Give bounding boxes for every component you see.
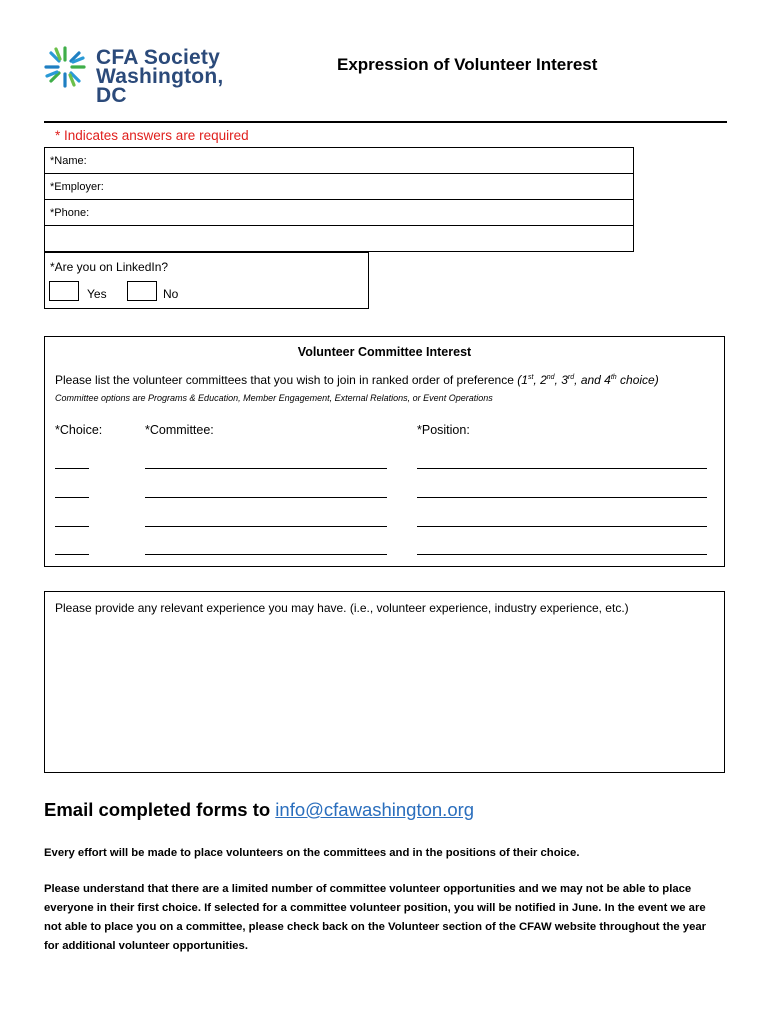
linkedin-no-checkbox[interactable]	[127, 281, 157, 301]
choice-column-header: *Choice:	[55, 423, 103, 437]
linkedin-question: *Are you on LinkedIn?	[50, 260, 169, 274]
committee-instructions: Please list the volunteer committees that you wish to join in ranked order of preference (1st, 2nd, 3rd, and 4th choice)	[55, 373, 659, 387]
logo-line-2: Washington, DC	[96, 65, 224, 107]
placement-note: Every effort will be made to place volunteers on the committees and in the positions of their choice.	[44, 847, 580, 859]
name-field[interactable]	[45, 148, 633, 174]
committee-blank-3[interactable]	[145, 526, 387, 527]
document-title: Expression of Volunteer Interest	[337, 55, 598, 74]
availability-note: Please understand that there are a limited number of committee volunteer opportunities and we may not be able to place everyone in their first choice. If selected for a committee volunteer position, you will be notified in June. In the event we are not able to place you on a committee, please check back on the Volunteer section of the CFAW website throughout the year for additional volunteer opportunities.	[44, 883, 707, 952]
contact-fields	[44, 147, 634, 252]
name-label: *Name:	[50, 155, 87, 167]
choice-blank-2[interactable]	[55, 497, 89, 498]
committee-options-note: Committee options are Programs & Education, Member Engagement, External Relations, or Event Operations	[55, 393, 493, 403]
linkedin-no-label: No	[163, 287, 179, 301]
choice-blank-4[interactable]	[55, 554, 89, 555]
committee-interest-box	[44, 336, 725, 567]
linkedin-yes-checkbox[interactable]	[49, 281, 79, 301]
linkedin-yes-label: Yes	[87, 287, 107, 301]
committee-blank-4[interactable]	[145, 554, 387, 555]
cfa-logo	[42, 44, 252, 107]
email-instruction	[44, 799, 474, 821]
position-blank-3[interactable]	[417, 526, 707, 527]
committee-column-header: *Committee:	[145, 423, 214, 437]
committee-blank-1[interactable]	[145, 468, 387, 469]
position-blank-1[interactable]	[417, 468, 707, 469]
experience-textarea[interactable]	[44, 591, 725, 773]
employer-field[interactable]	[45, 174, 633, 200]
required-note: * Indicates answers are required	[55, 128, 249, 143]
email-prefix: Email completed forms to	[44, 799, 276, 820]
committee-blank-2[interactable]	[145, 497, 387, 498]
employer-label: *Employer:	[50, 181, 104, 193]
linkedin-question-box	[44, 252, 369, 309]
position-blank-4[interactable]	[417, 554, 707, 555]
email-link[interactable]: info@cfawashington.org	[275, 799, 475, 820]
cfa-globe-icon	[42, 44, 88, 90]
choice-blank-1[interactable]	[55, 468, 89, 469]
logo-line-1: CFA Society	[96, 46, 220, 69]
extra-field[interactable]	[45, 226, 633, 252]
experience-prompt: Please provide any relevant experience you may have. (i.e., volunteer experience, industry experience, etc.)	[55, 601, 629, 615]
header-divider	[44, 121, 727, 123]
logo-text	[96, 48, 252, 105]
phone-label: *Phone:	[50, 207, 90, 219]
position-blank-2[interactable]	[417, 497, 707, 498]
choice-blank-3[interactable]	[55, 526, 89, 527]
phone-field[interactable]	[45, 200, 633, 226]
position-column-header: *Position:	[417, 423, 470, 437]
committee-section-title: Volunteer Committee Interest	[297, 345, 472, 359]
